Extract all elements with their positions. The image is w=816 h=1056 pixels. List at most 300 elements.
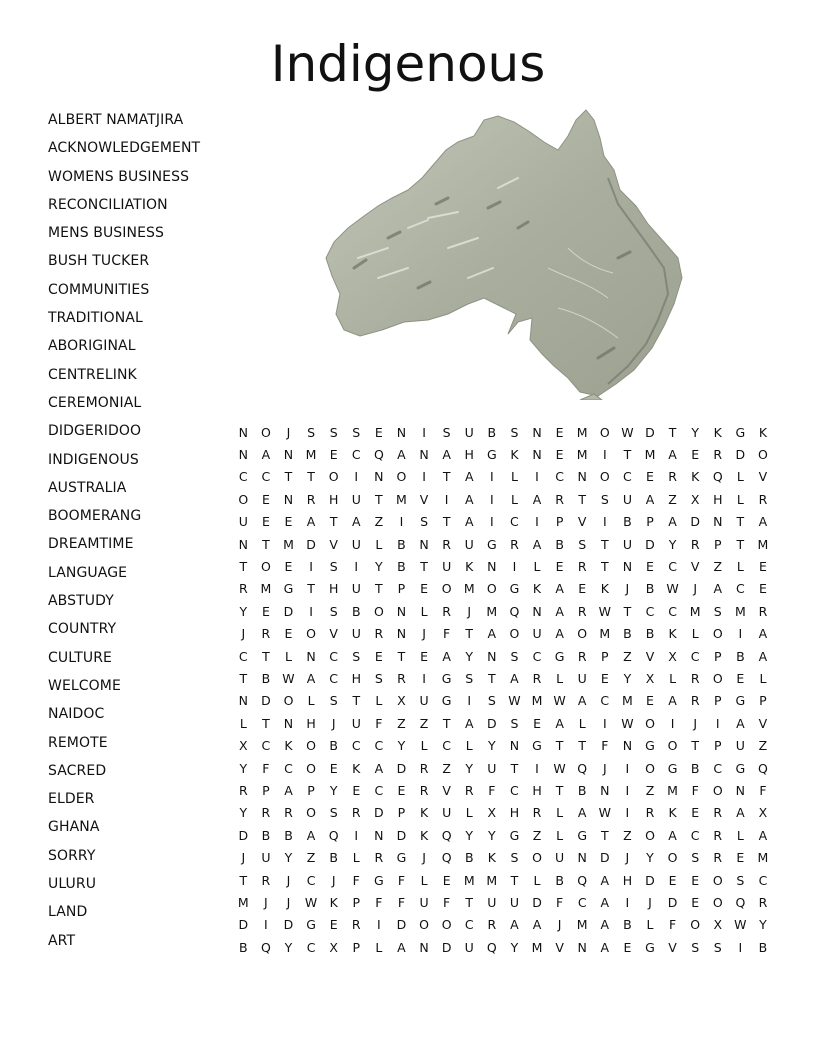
grid-cell[interactable]: R [758, 603, 768, 619]
grid-cell[interactable]: C [758, 872, 768, 888]
grid-cell[interactable]: H [509, 805, 520, 821]
grid-cell[interactable]: P [713, 738, 722, 754]
grid-cell[interactable]: X [645, 670, 655, 686]
grid-cell[interactable]: R [577, 559, 587, 575]
grid-cell[interactable]: R [532, 670, 542, 686]
grid-cell[interactable]: A [668, 827, 677, 843]
grid-cell[interactable]: W [553, 760, 566, 776]
grid-cell[interactable]: O [419, 917, 429, 933]
grid-cell[interactable]: B [239, 939, 248, 955]
grid-cell[interactable]: G [486, 536, 497, 552]
grid-cell[interactable]: C [261, 469, 271, 485]
grid-cell[interactable]: I [354, 827, 359, 843]
grid-cell[interactable]: I [264, 917, 268, 933]
grid-cell[interactable]: L [285, 648, 292, 664]
grid-cell[interactable]: H [351, 670, 361, 686]
grid-cell[interactable]: F [691, 782, 699, 798]
grid-cell[interactable]: Y [691, 424, 699, 440]
grid-cell[interactable]: E [555, 559, 564, 575]
grid-cell[interactable]: E [623, 939, 632, 955]
grid-cell[interactable]: Z [419, 715, 429, 731]
grid-cell[interactable]: T [578, 738, 587, 754]
grid-cell[interactable]: F [375, 894, 383, 910]
grid-cell[interactable]: O [599, 469, 610, 485]
grid-cell[interactable]: Q [712, 469, 723, 485]
grid-cell[interactable]: Q [735, 894, 746, 910]
grid-cell[interactable]: L [510, 469, 518, 485]
grid-cell[interactable]: E [578, 581, 587, 597]
grid-cell[interactable]: M [576, 424, 588, 440]
grid-cell[interactable]: A [464, 491, 474, 507]
grid-cell[interactable]: I [625, 805, 630, 821]
grid-cell[interactable]: E [284, 559, 293, 575]
grid-cell[interactable]: E [420, 581, 428, 597]
grid-cell[interactable]: F [262, 760, 270, 776]
grid-cell[interactable]: L [556, 805, 564, 821]
grid-cell[interactable]: N [396, 603, 407, 619]
grid-cell[interactable]: L [465, 738, 473, 754]
grid-cell[interactable]: B [397, 559, 406, 575]
grid-cell[interactable]: P [555, 514, 564, 530]
grid-cell[interactable]: A [397, 939, 406, 955]
grid-cell[interactable]: F [668, 917, 677, 933]
grid-cell[interactable]: D [396, 917, 407, 933]
grid-cell[interactable]: J [467, 603, 472, 619]
grid-cell[interactable]: M [305, 447, 317, 463]
grid-cell[interactable]: O [260, 424, 271, 440]
grid-cell[interactable]: Z [645, 782, 655, 798]
grid-cell[interactable]: P [397, 581, 406, 597]
grid-cell[interactable]: W [304, 894, 318, 910]
grid-cell[interactable]: Q [758, 760, 768, 776]
grid-cell[interactable]: M [531, 693, 543, 709]
grid-cell[interactable]: B [397, 536, 406, 552]
grid-cell[interactable]: O [509, 626, 520, 642]
grid-cell[interactable]: Q [486, 939, 497, 955]
grid-cell[interactable]: C [306, 939, 316, 955]
grid-cell[interactable]: S [352, 648, 361, 664]
grid-cell[interactable]: T [578, 491, 587, 507]
grid-cell[interactable]: T [465, 894, 474, 910]
grid-cell[interactable]: I [602, 447, 607, 463]
grid-cell[interactable]: L [465, 805, 473, 821]
grid-cell[interactable]: D [645, 424, 655, 440]
grid-cell[interactable]: K [487, 850, 496, 866]
grid-cell[interactable]: V [690, 559, 700, 575]
grid-cell[interactable]: J [264, 894, 268, 910]
grid-cell[interactable]: J [241, 626, 246, 642]
grid-cell[interactable]: P [601, 648, 609, 664]
grid-cell[interactable]: Q [441, 850, 452, 866]
grid-cell[interactable]: R [713, 447, 723, 463]
grid-cell[interactable]: U [419, 693, 429, 709]
grid-cell[interactable]: J [557, 917, 562, 933]
grid-cell[interactable]: A [374, 760, 384, 776]
grid-cell[interactable]: L [556, 827, 564, 843]
grid-cell[interactable]: C [532, 648, 542, 664]
grid-cell[interactable]: G [554, 648, 565, 664]
grid-cell[interactable]: Q [373, 447, 384, 463]
grid-cell[interactable]: G [374, 872, 384, 888]
grid-cell[interactable]: E [329, 447, 338, 463]
grid-cell[interactable]: E [329, 760, 338, 776]
grid-cell[interactable]: P [307, 782, 315, 798]
grid-cell[interactable]: U [351, 536, 361, 552]
grid-cell[interactable]: G [306, 917, 316, 933]
grid-cell[interactable]: O [645, 715, 655, 731]
grid-cell[interactable]: E [261, 514, 270, 530]
grid-cell[interactable]: N [419, 447, 429, 463]
grid-cell[interactable]: G [486, 447, 497, 463]
grid-cell[interactable]: J [625, 850, 630, 866]
grid-cell[interactable]: O [645, 760, 655, 776]
grid-cell[interactable]: D [441, 939, 452, 955]
grid-cell[interactable]: B [487, 424, 497, 440]
grid-cell[interactable]: A [510, 670, 519, 686]
grid-cell[interactable]: N [487, 648, 497, 664]
grid-cell[interactable]: A [306, 514, 316, 530]
grid-cell[interactable]: R [758, 491, 768, 507]
grid-cell[interactable]: S [736, 872, 745, 888]
grid-cell[interactable]: K [668, 805, 677, 821]
grid-cell[interactable]: H [328, 581, 339, 597]
grid-cell[interactable]: A [532, 491, 542, 507]
grid-cell[interactable]: D [283, 603, 294, 619]
grid-cell[interactable]: C [306, 872, 316, 888]
grid-cell[interactable]: C [645, 603, 655, 619]
grid-cell[interactable]: R [284, 805, 293, 821]
grid-cell[interactable]: Y [488, 827, 496, 843]
grid-cell[interactable]: J [648, 894, 652, 910]
grid-cell[interactable]: E [736, 850, 745, 866]
grid-cell[interactable]: D [532, 894, 542, 910]
grid-cell[interactable]: Q [509, 603, 520, 619]
grid-cell[interactable]: T [262, 536, 270, 552]
grid-cell[interactable]: N [713, 514, 723, 530]
grid-cell[interactable]: I [738, 939, 743, 955]
grid-cell[interactable]: A [668, 447, 677, 463]
grid-cell[interactable]: J [693, 715, 698, 731]
grid-cell[interactable]: V [329, 536, 338, 552]
grid-cell[interactable]: I [535, 469, 539, 485]
grid-cell[interactable]: E [284, 626, 293, 642]
grid-cell[interactable]: F [397, 872, 406, 888]
grid-cell[interactable]: V [329, 626, 338, 642]
grid-cell[interactable]: J [625, 581, 630, 597]
grid-cell[interactable]: L [736, 491, 744, 507]
grid-cell[interactable]: R [555, 491, 564, 507]
grid-cell[interactable]: E [646, 693, 654, 709]
grid-cell[interactable]: Y [465, 760, 474, 776]
grid-cell[interactable]: C [713, 760, 723, 776]
grid-cell[interactable]: N [238, 536, 248, 552]
grid-cell[interactable]: W [666, 581, 679, 597]
grid-cell[interactable]: V [555, 939, 564, 955]
grid-cell[interactable]: M [486, 872, 498, 888]
grid-cell[interactable]: N [509, 738, 520, 754]
grid-cell[interactable]: V [419, 491, 429, 507]
grid-cell[interactable]: D [396, 827, 407, 843]
grid-cell[interactable]: C [464, 917, 474, 933]
grid-cell[interactable]: W [598, 805, 611, 821]
grid-cell[interactable]: O [532, 850, 542, 866]
grid-cell[interactable]: Y [284, 850, 293, 866]
grid-cell[interactable]: N [532, 424, 542, 440]
grid-cell[interactable]: P [713, 693, 722, 709]
grid-cell[interactable]: E [374, 648, 383, 664]
grid-cell[interactable]: Y [239, 760, 248, 776]
grid-cell[interactable]: I [715, 715, 720, 731]
grid-cell[interactable]: B [623, 626, 632, 642]
grid-cell[interactable]: B [645, 626, 655, 642]
grid-cell[interactable]: I [309, 559, 313, 575]
grid-cell[interactable]: T [307, 469, 315, 485]
grid-cell[interactable]: T [239, 872, 248, 888]
grid-cell[interactable]: S [713, 939, 722, 955]
grid-cell[interactable]: R [713, 850, 723, 866]
grid-cell[interactable]: K [510, 447, 519, 463]
grid-cell[interactable]: T [397, 648, 406, 664]
grid-cell[interactable]: S [600, 491, 609, 507]
grid-cell[interactable]: O [441, 581, 452, 597]
grid-cell[interactable]: A [532, 917, 542, 933]
grid-cell[interactable]: O [712, 670, 723, 686]
grid-cell[interactable]: C [577, 894, 587, 910]
grid-cell[interactable]: D [261, 693, 271, 709]
grid-cell[interactable]: G [441, 670, 452, 686]
grid-cell[interactable]: Z [713, 559, 723, 575]
grid-cell[interactable]: A [645, 491, 655, 507]
grid-cell[interactable]: R [532, 805, 542, 821]
grid-cell[interactable]: P [759, 693, 767, 709]
grid-cell[interactable]: T [239, 670, 248, 686]
grid-cell[interactable]: K [419, 805, 429, 821]
grid-cell[interactable]: T [600, 536, 609, 552]
grid-cell[interactable]: S [420, 514, 429, 530]
grid-cell[interactable]: L [239, 715, 247, 731]
grid-cell[interactable]: R [690, 536, 700, 552]
grid-cell[interactable]: P [713, 536, 722, 552]
grid-cell[interactable]: T [329, 514, 338, 530]
grid-cell[interactable]: B [351, 603, 361, 619]
grid-cell[interactable]: E [759, 559, 767, 575]
grid-cell[interactable]: E [261, 603, 270, 619]
grid-cell[interactable]: O [306, 760, 316, 776]
grid-cell[interactable]: B [690, 760, 700, 776]
grid-cell[interactable]: D [735, 447, 746, 463]
grid-cell[interactable]: A [351, 514, 361, 530]
grid-cell[interactable]: R [238, 782, 248, 798]
grid-cell[interactable]: C [238, 469, 248, 485]
grid-cell[interactable]: M [463, 872, 475, 888]
grid-cell[interactable]: T [375, 581, 383, 597]
grid-cell[interactable]: T [442, 715, 451, 731]
grid-cell[interactable]: R [261, 872, 271, 888]
grid-cell[interactable]: F [601, 738, 609, 754]
grid-cell[interactable]: L [375, 939, 383, 955]
grid-cell[interactable]: U [351, 581, 361, 597]
grid-cell[interactable]: A [600, 872, 610, 888]
grid-cell[interactable]: L [556, 670, 564, 686]
grid-cell[interactable]: U [464, 536, 474, 552]
grid-cell[interactable]: A [668, 693, 677, 709]
grid-cell[interactable]: A [487, 626, 497, 642]
grid-cell[interactable]: S [307, 424, 316, 440]
grid-cell[interactable]: O [758, 447, 768, 463]
grid-cell[interactable]: I [422, 424, 426, 440]
grid-cell[interactable]: A [577, 693, 587, 709]
grid-cell[interactable]: E [442, 872, 451, 888]
grid-cell[interactable]: P [352, 939, 361, 955]
grid-cell[interactable]: C [351, 447, 361, 463]
grid-cell[interactable]: U [442, 805, 452, 821]
grid-cell[interactable]: O [373, 603, 384, 619]
grid-cell[interactable]: W [734, 917, 747, 933]
grid-cell[interactable]: I [399, 514, 404, 530]
grid-cell[interactable]: K [352, 760, 361, 776]
grid-cell[interactable]: V [758, 715, 768, 731]
grid-cell[interactable]: O [690, 917, 701, 933]
grid-cell[interactable]: Q [577, 872, 588, 888]
grid-cell[interactable]: T [442, 514, 451, 530]
grid-cell[interactable]: H [622, 872, 633, 888]
grid-cell[interactable]: C [555, 469, 564, 485]
grid-cell[interactable]: J [286, 894, 291, 910]
grid-cell[interactable]: I [512, 559, 517, 575]
grid-cell[interactable]: O [283, 693, 294, 709]
grid-cell[interactable]: H [464, 447, 474, 463]
grid-cell[interactable]: K [532, 581, 542, 597]
grid-cell[interactable]: O [238, 491, 249, 507]
grid-cell[interactable]: Z [442, 760, 451, 776]
grid-cell[interactable]: C [442, 738, 451, 754]
grid-cell[interactable]: N [238, 424, 248, 440]
grid-cell[interactable]: N [622, 559, 633, 575]
grid-cell[interactable]: T [510, 872, 519, 888]
grid-cell[interactable]: N [283, 491, 294, 507]
grid-cell[interactable]: I [467, 693, 472, 709]
grid-cell[interactable]: N [600, 782, 610, 798]
grid-cell[interactable]: C [735, 581, 745, 597]
grid-cell[interactable]: J [241, 850, 246, 866]
grid-cell[interactable]: B [623, 917, 632, 933]
grid-cell[interactable]: Y [488, 738, 496, 754]
grid-cell[interactable]: Z [623, 648, 632, 664]
grid-cell[interactable]: N [735, 782, 746, 798]
grid-cell[interactable]: O [328, 469, 339, 485]
grid-cell[interactable]: G [283, 581, 294, 597]
grid-cell[interactable]: I [489, 469, 494, 485]
grid-cell[interactable]: J [602, 760, 607, 776]
grid-cell[interactable]: R [261, 626, 271, 642]
grid-cell[interactable]: D [690, 514, 700, 530]
grid-cell[interactable]: T [600, 827, 609, 843]
grid-cell[interactable]: R [374, 626, 384, 642]
grid-cell[interactable]: D [374, 805, 384, 821]
grid-cell[interactable]: D [645, 536, 655, 552]
grid-cell[interactable]: G [441, 693, 452, 709]
grid-cell[interactable]: T [284, 469, 293, 485]
grid-cell[interactable]: L [307, 693, 315, 709]
grid-cell[interactable]: Q [328, 827, 339, 843]
grid-cell[interactable]: X [713, 917, 723, 933]
grid-cell[interactable]: Y [623, 670, 632, 686]
grid-cell[interactable]: E [555, 424, 564, 440]
grid-cell[interactable]: A [442, 447, 451, 463]
grid-cell[interactable]: A [464, 715, 474, 731]
grid-cell[interactable]: X [239, 738, 248, 754]
grid-cell[interactable]: U [577, 670, 587, 686]
grid-cell[interactable]: R [690, 670, 700, 686]
grid-cell[interactable]: T [465, 626, 474, 642]
grid-cell[interactable]: T [510, 760, 519, 776]
grid-cell[interactable]: C [668, 559, 677, 575]
grid-cell[interactable]: A [510, 917, 519, 933]
grid-cell[interactable]: V [668, 939, 677, 955]
grid-cell[interactable]: E [352, 782, 361, 798]
grid-cell[interactable]: I [489, 514, 494, 530]
grid-cell[interactable]: Y [284, 939, 293, 955]
grid-cell[interactable]: S [713, 603, 722, 619]
grid-cell[interactable]: Q [441, 827, 452, 843]
grid-cell[interactable]: E [691, 447, 700, 463]
grid-cell[interactable]: T [420, 559, 428, 575]
grid-cell[interactable]: C [510, 514, 519, 530]
grid-cell[interactable]: E [600, 670, 609, 686]
grid-cell[interactable]: U [487, 894, 497, 910]
grid-cell[interactable]: O [712, 894, 723, 910]
grid-cell[interactable]: D [599, 850, 610, 866]
grid-cell[interactable]: C [668, 603, 677, 619]
grid-cell[interactable]: E [261, 491, 270, 507]
grid-cell[interactable]: U [464, 939, 474, 955]
grid-cell[interactable]: D [306, 536, 316, 552]
grid-cell[interactable]: Y [239, 603, 248, 619]
grid-cell[interactable]: H [713, 491, 723, 507]
grid-cell[interactable]: M [576, 917, 588, 933]
grid-cell[interactable]: O [396, 469, 407, 485]
grid-cell[interactable]: C [374, 738, 384, 754]
grid-cell[interactable]: M [396, 491, 407, 507]
grid-cell[interactable]: B [758, 939, 768, 955]
grid-cell[interactable]: J [422, 850, 426, 866]
grid-cell[interactable]: U [464, 424, 474, 440]
grid-cell[interactable]: R [510, 536, 519, 552]
grid-cell[interactable]: A [532, 536, 542, 552]
grid-cell[interactable]: C [261, 738, 271, 754]
grid-cell[interactable]: A [464, 469, 474, 485]
grid-cell[interactable]: A [758, 648, 768, 664]
grid-cell[interactable]: M [531, 939, 543, 955]
grid-cell[interactable]: E [668, 872, 677, 888]
grid-cell[interactable]: E [284, 514, 293, 530]
grid-cell[interactable]: S [510, 648, 519, 664]
grid-cell[interactable]: K [668, 626, 677, 642]
grid-cell[interactable]: G [667, 760, 678, 776]
grid-cell[interactable]: I [535, 514, 539, 530]
grid-cell[interactable]: L [669, 670, 677, 686]
grid-cell[interactable]: M [486, 603, 498, 619]
grid-cell[interactable]: S [352, 424, 361, 440]
grid-cell[interactable]: G [645, 738, 655, 754]
grid-cell[interactable]: L [736, 827, 744, 843]
grid-cell[interactable]: R [758, 894, 768, 910]
grid-cell[interactable]: N [487, 559, 497, 575]
grid-cell[interactable]: R [713, 805, 723, 821]
grid-cell[interactable]: U [419, 894, 429, 910]
grid-cell[interactable]: K [465, 559, 474, 575]
grid-cell[interactable]: Z [668, 491, 677, 507]
